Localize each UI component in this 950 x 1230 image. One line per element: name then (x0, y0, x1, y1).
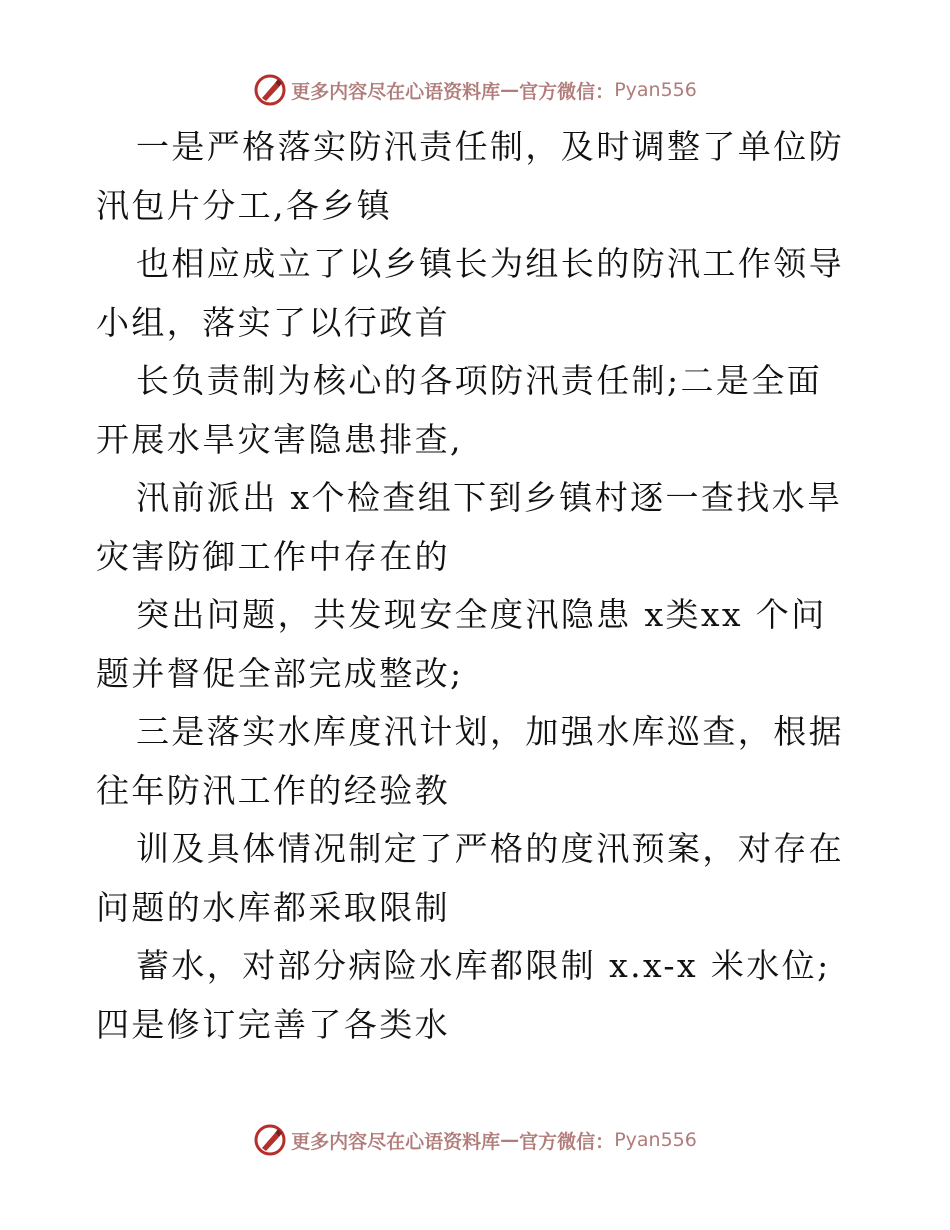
footer-wechat-label: 官方微信： (519, 1130, 615, 1153)
paragraph-5: 突出问题，共发现安全度汛隐患 x类xx 个问题并督促全部完成整改; (96, 595, 827, 693)
footer-wechat-id: Pyan556 (614, 1129, 697, 1151)
paragraph-7: 训及具体情况制定了严格的度汛预案，对存在问题的水库都采取限制 (96, 829, 844, 927)
paragraph-2: 也相应成立了以乡镇长为组长的防汛工作领导小组，落实了以行政首 (96, 244, 844, 342)
footer-banner-inner (253, 1123, 697, 1157)
pen-logo-icon (253, 1123, 287, 1157)
document-body (96, 118, 856, 1054)
footer-banner (0, 1120, 950, 1160)
pen-logo-icon (253, 73, 287, 107)
header-banner-separator: — (500, 79, 520, 101)
footer-banner-separator: — (500, 1129, 520, 1151)
header-banner (0, 70, 950, 110)
paragraph-4: 汛前派出 x个检查组下到乡镇村逐一查找水旱灾害防御工作中存在的 (96, 478, 843, 576)
header-wechat-label: 官方微信： (519, 80, 615, 103)
footer-banner-text: 更多内容尽在心语资料库 (291, 1130, 501, 1153)
header-banner-text: 更多内容尽在心语资料库 (291, 80, 501, 103)
paragraph-3: 长负责制为核心的各项防汛责任制;二是全面开展水旱灾害隐患排查, (96, 361, 823, 459)
paragraph-8: 蓄水，对部分病险水库都限制 x.x-x 米水位;四是修订完善了各类水 (96, 946, 831, 1044)
paragraph-1: 一是严格落实防汛责任制，及时调整了单位防汛包片分工,各乡镇 (96, 127, 844, 225)
paragraph-6: 三是落实水库度汛计划，加强水库巡查，根据往年防汛工作的经验教 (96, 712, 844, 810)
header-wechat-id: Pyan556 (614, 79, 697, 101)
header-banner-inner (253, 73, 697, 107)
